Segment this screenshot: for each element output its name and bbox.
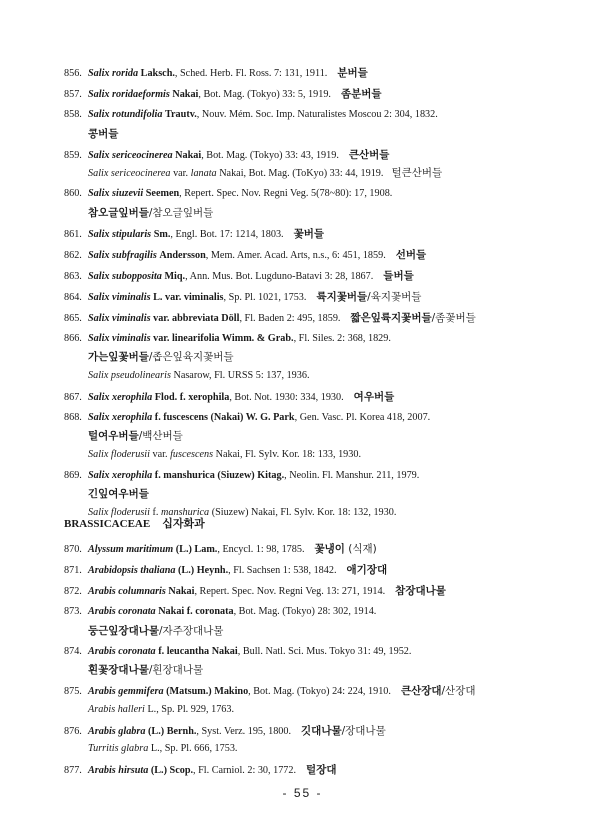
synonym-line [64,446,564,465]
synonym-rank: var. [170,168,191,179]
korean-name: 좀분버들 [340,88,382,100]
scientific-name: Arabis coronata [88,606,156,617]
korean-name: 둥근잎장대나물 [88,624,160,637]
korean-alt-name: /산장대 [441,685,476,697]
entry-main-line [64,467,564,486]
author: var. abbreviata Döll [153,312,240,324]
reference: , Bot. Mag. (Tokyo) 28: 302, 1914. [233,606,377,617]
entry-number: 867. [64,391,82,403]
entry-main-line [64,146,564,165]
korean-name: 긴잎여우버들 [88,488,149,500]
synonym-infra-name: fuscescens [170,448,214,460]
scientific-name: Salix viminalis [88,332,151,344]
entry-number: 869. [64,469,82,481]
synonym-rank: var. [149,448,171,460]
entry-number: 858. [64,109,82,120]
korean-name: 털장대 [306,764,337,776]
taxon-entry [64,561,564,580]
entry-korean-line [64,622,564,641]
korean-alt-name: (식재) [344,543,377,555]
reference: , Fl. Baden 2: 495, 1859. [239,312,341,324]
entry-number: 873. [64,606,82,617]
entry-main-line [64,409,564,428]
entry-main-line [64,85,564,104]
entry-korean-line [64,661,564,680]
scientific-name: Salix xerophila [88,411,153,423]
author: (Matsum.) Makino [166,686,249,697]
author: (L.) Bernh. [148,725,197,737]
author: Trautv. [165,109,197,120]
synonym-name: Salix pseudolinearis [88,369,171,381]
author: Andersson [159,249,206,261]
entry-number: 872. [64,586,82,597]
entry-number: 871. [64,565,82,576]
entry-number: 866. [64,332,82,344]
synonym-infra-name: manshurica [161,506,210,518]
taxon-entry [64,682,564,719]
author: Laksch. [140,68,175,79]
korean-alt-name: /장대나물 [341,724,386,737]
korean-name: 륙지꽃버들 [316,290,368,303]
author: var. linearifolia Wimm. & Grab. [153,332,294,344]
entry-number: 857. [64,89,82,100]
synonym-name: Turritis glabra [88,743,149,754]
korean-name: 콩버들 [88,127,119,140]
entry-number: 856. [64,68,82,79]
author: L. var. viminalis [153,291,224,303]
reference: , Sched. Herb. Fl. Ross. 7: 131, 1911. [174,68,328,79]
taxon-entry [64,225,564,244]
korean-name: 참오글잎버들 [88,206,149,219]
taxon-entry [64,761,564,780]
author: Nakai [175,149,202,161]
korean-name: 큰산장대 [400,685,442,697]
synonym-reference: Nakai, Fl. Sylv. Kor. 18: 133, 1930. [213,448,361,460]
taxon-entry [64,267,564,286]
reference: , Fl. Siles. 2: 368, 1829. [293,332,391,344]
korean-name: 짧은잎륙지꽃버들 [350,311,432,324]
scientific-name: Arabis glabra [88,725,146,737]
entry-main-line [64,582,564,601]
scientific-name: Arabidopsis thaliana [88,565,176,576]
family-heading [64,515,205,531]
scientific-name: Salix xerophila [88,391,153,403]
korean-alt-name: /백산버들 [138,430,183,442]
author: (L.) Heynh. [178,565,229,576]
scientific-name: Arabis columnaris [88,586,166,597]
scientific-name: Salix rotundifolia [88,109,163,120]
scientific-name: Salix xerophila [88,469,153,481]
entry-main-line [64,561,564,580]
reference: , Repert. Spec. Nov. Regni Veg. 13: 271, 1914. [194,586,386,597]
author: Seemen [145,188,180,199]
korean-name: 참장대나물 [395,585,446,597]
taxon-entry [64,288,564,307]
synonym-reference: Nasarow, Fl. URSS 5: 137, 1936. [170,369,310,381]
taxon-entry [64,185,564,222]
entry-number: 864. [64,291,82,303]
reference: , Syst. Verz. 195, 1800. [196,725,292,737]
entry-number: 865. [64,312,82,324]
synonym-korean-name: 털큰산버들 [391,167,443,179]
synonym-line [64,701,564,720]
scientific-name: Salix rorida [88,68,139,79]
scientific-name: Salix roridaeformis [88,89,170,100]
reference: , Bot. Mag. (Tokyo) 33: 43, 1919. [201,149,339,161]
entry-main-line [64,722,564,741]
reference: , Encycl. 1: 98, 1785. [217,544,305,555]
korean-name: 깃대나물 [301,724,342,737]
taxon-entry [64,106,564,143]
family-korean: 십자화과 [162,517,205,530]
taxon-entry [64,85,564,104]
synonym-reference: Nakai, Bot. Mag. (ToKyo) 33: 44, 1919. [216,168,384,179]
synonym-rank: f. [149,506,162,518]
author: Sm. [153,228,171,240]
scientific-name: Salix subfragilis [88,249,157,261]
reference: , Mem. Amer. Acad. Arts, n.s., 6: 451, 1859. [205,249,386,261]
entry-korean-line [64,125,564,144]
author: Miq. [164,270,186,282]
korean-name: 분버들 [337,67,368,79]
author: Nakai f. coronata [158,606,234,617]
korean-alt-name: /흰장대나물 [148,664,204,676]
synonym-reference: (Siuzew) Nakai, Fl. Sylv. Kor. 18: 132, 1930. [209,506,397,518]
entry-main-line [64,643,564,662]
taxon-entry [64,64,564,83]
taxon-entry [64,643,564,680]
korean-name: 털여우버들 [88,430,139,442]
entry-number: 875. [64,686,82,697]
taxon-entry [64,582,564,601]
author: Nakai [172,89,199,100]
synonym-name: Salix sericeocinerea [88,168,171,179]
reference: , Fl. Sachsen 1: 538, 1842. [228,565,337,576]
synonym-line [64,164,564,183]
korean-name: 가는잎꽃버들 [88,351,149,363]
scientific-name: Alyssum maritimum [88,544,174,555]
entry-korean-line [64,204,564,223]
entry-main-line [64,246,564,265]
entry-main-line [64,761,564,780]
korean-name: 애기장대 [346,564,388,576]
author: Nakai [168,586,195,597]
taxon-entry [64,722,564,759]
entry-main-line [64,540,564,559]
scientific-name: Salix viminalis [88,312,151,324]
korean-name: 큰산버들 [348,148,390,161]
taxon-entry [64,330,564,386]
taxon-entry [64,146,564,183]
entry-number: 876. [64,725,82,737]
family-latin: BRASSICACEAE [64,518,151,530]
author: (L.) Scop. [150,765,194,776]
synonym-reference: L., Sp. Pl. 929, 1763. [144,703,235,715]
entry-main-line [64,64,564,83]
taxon-entry [64,309,564,328]
entry-main-line [64,603,564,622]
korean-alt-name: /좀꽃버들 [431,311,476,324]
reference: , Engl. Bot. 17: 1214, 1803. [170,228,284,240]
scientific-name: Salix subopposita [88,270,162,282]
entry-main-line [64,388,564,407]
entry-main-line [64,185,564,204]
korean-name: 꽃버들 [293,227,325,240]
reference: , Ann. Mus. Bot. Lugduno-Batavi 3: 28, 1867. [185,270,374,282]
synonym-name: Arabis halleri [88,703,145,715]
author: f. fuscescens (Nakai) W. G. Park [154,411,295,423]
korean-name: 흰꽃장대나물 [88,664,149,676]
entry-main-line [64,267,564,286]
taxon-entry [64,540,564,559]
entry-main-line [64,330,564,349]
korean-alt-name: /참오글잎버들 [148,206,214,219]
reference: , Bot. Not. 1930: 334, 1930. [229,391,344,403]
taxon-entry [64,467,564,523]
taxon-entry [64,409,564,465]
synonym-line [64,367,564,386]
korean-alt-name: /좁은잎육지꽃버들 [148,351,234,363]
author: f. leucantha Nakai [158,645,238,657]
synonym-reference: L., Sp. Pl. 666, 1753. [148,743,238,754]
entry-number: 868. [64,411,82,423]
entry-number: 859. [64,149,82,161]
reference: , Repert. Spec. Nov. Regni Veg. 5(78~80): 17, 1908. [179,188,393,199]
taxon-entry [64,603,564,640]
entry-main-line [64,225,564,244]
reference: , Bot. Mag. (Tokyo) 24: 224, 1910. [248,686,391,697]
entry-main-line [64,288,564,307]
entry-number: 862. [64,249,82,261]
entry-korean-line [64,348,564,367]
taxon-entry [64,388,564,407]
author: f. manshurica (Siuzew) Kitag. [154,469,285,481]
entry-main-line [64,106,564,125]
korean-name: 꽃냉이 [314,543,345,555]
entry-number: 874. [64,645,82,657]
korean-alt-name: /육지꽃버들 [367,290,422,303]
reference: , Bull. Natl. Sci. Mus. Tokyo 31: 49, 1952. [237,645,412,657]
reference: , Nouv. Mém. Soc. Imp. Naturalistes Moscou 2: 304, 1832. [196,109,438,120]
author: Flod. f. xerophila [154,391,230,403]
korean-name: 여우버들 [353,390,395,403]
reference: , Sp. Pl. 1021, 1753. [223,291,307,303]
entry-number: 861. [64,228,82,240]
taxon-entry [64,246,564,265]
scientific-name: Arabis gemmifera [88,686,164,697]
korean-alt-name: /자주장대나물 [159,624,224,637]
entry-number: 877. [64,765,82,776]
reference: , Bot. Mag. (Tokyo) 33: 5, 1919. [198,89,331,100]
scientific-name: Salix viminalis [88,291,151,303]
reference: , Fl. Carniol. 2: 30, 1772. [193,765,297,776]
entry-korean-line [64,485,564,504]
entry-number: 860. [64,188,82,199]
reference: , Gen. Vasc. Pl. Korea 418, 2007. [294,411,431,423]
scientific-name: Salix stipularis [88,228,152,240]
korean-name: 들버들 [383,269,414,282]
scientific-name: Arabis hirsuta [88,765,149,776]
scientific-name: Arabis coronata [88,645,156,657]
reference: , Neolin. Fl. Manshur. 211, 1979. [284,469,420,481]
synonym-name: Salix floderusii [88,506,150,518]
entry-number: 870. [64,544,82,555]
korean-name: 선버들 [395,248,427,261]
entry-main-line [64,682,564,701]
synonym-infra-name: lanata [190,168,217,179]
scientific-name: Salix sericeocinerea [88,149,173,161]
author: (L.) Lam. [175,544,218,555]
synonym-name: Salix floderusii [88,448,150,460]
scientific-name: Salix siuzevii [88,188,144,199]
entry-korean-line [64,427,564,446]
entry-number: 863. [64,270,82,282]
entry-main-line [64,309,564,328]
page-number: - 55 - [282,786,323,800]
synonym-line [64,740,564,759]
